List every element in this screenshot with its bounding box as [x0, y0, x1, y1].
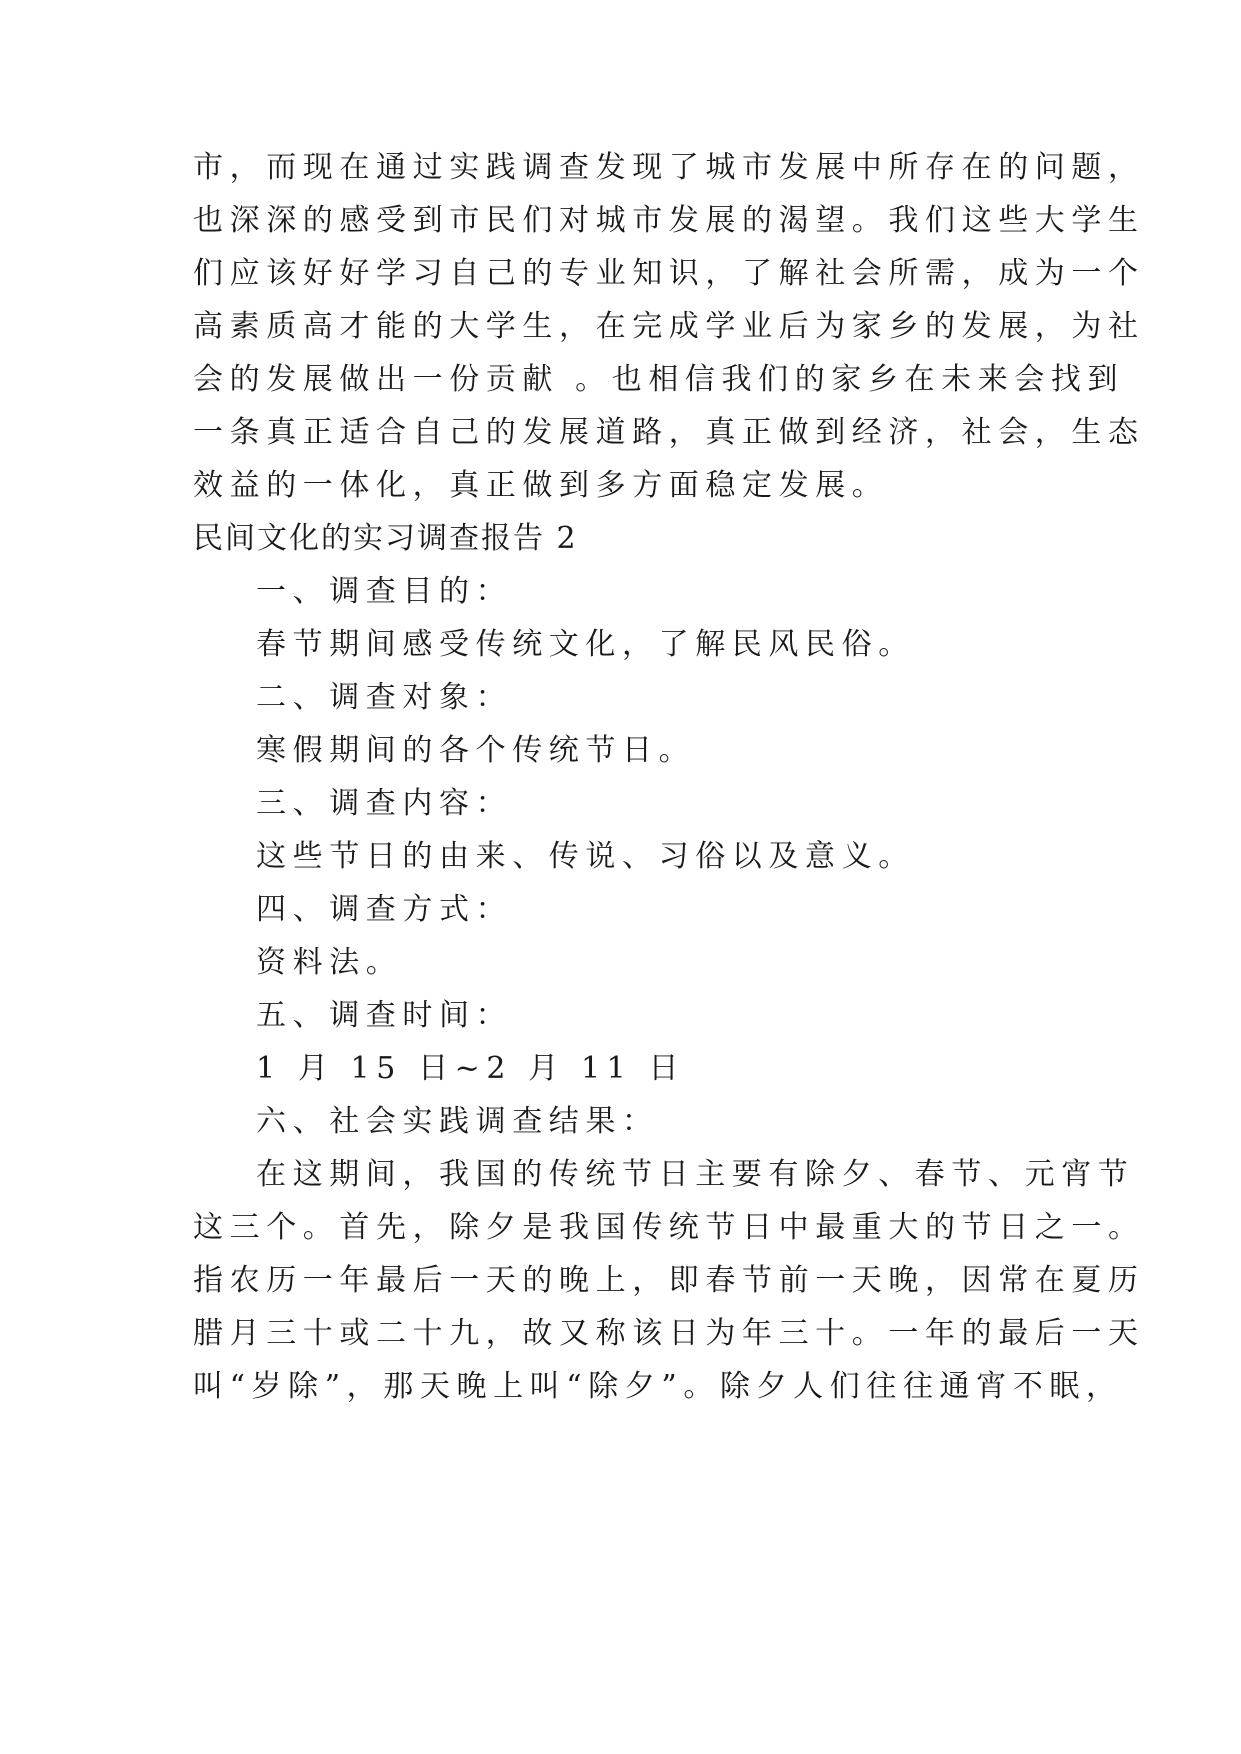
- section-heading: 二、调查对象：: [256, 680, 513, 715]
- section-body: 春节期间感受传统文化，了解民风民俗。: [256, 627, 915, 662]
- paragraph-line: 在这期间，我国的传统节日主要有除夕、春节、元宵节: [256, 1157, 1135, 1192]
- section-heading: 三、调查内容：: [256, 786, 513, 821]
- section-body: 资料法。: [256, 945, 403, 980]
- paragraph-line: 们应该好好学习自己的专业知识，了解社会所需，成为一个: [193, 256, 1145, 291]
- paragraph-line: 腊月三十或二十九，故又称该日为年三十。一年的最后一天: [193, 1316, 1145, 1351]
- paragraph-line: 一条真正适合自己的发展道路，真正做到经济，社会，生态: [193, 415, 1145, 450]
- section-heading: 四、调查方式：: [256, 892, 513, 927]
- section-body: 1 月 15 日~2 月 11 日: [256, 1051, 686, 1086]
- section-body: 寒假期间的各个传统节日。: [256, 733, 696, 768]
- section-body: 这些节日的由来、传说、习俗以及意义。: [256, 839, 915, 874]
- section-heading: 一、调查目的：: [256, 574, 513, 609]
- paragraph-line: 高素质高才能的大学生，在完成学业后为家乡的发展，为社: [193, 309, 1145, 344]
- report-title: 民间文化的实习调查报告 2: [193, 521, 578, 556]
- section-heading: 六、社会实践调查结果：: [256, 1104, 659, 1139]
- paragraph-line: 指农历一年最后一天的晚上，即春节前一天晚，因常在夏历: [193, 1263, 1145, 1298]
- paragraph-line: 这三个。首先，除夕是我国传统节日中最重大的节日之一。: [193, 1210, 1145, 1245]
- section-heading: 五、调查时间：: [256, 998, 513, 1033]
- paragraph-line: 会的发展做出一份贡献 。也相信我们的家乡在未来会找到: [193, 362, 1125, 397]
- paragraph-line: 叫“岁除”，那天晚上叫“除夕”。除夕人们往往通宵不眠，: [193, 1369, 1123, 1404]
- paragraph-line: 也深深的感受到市民们对城市发展的渴望。我们这些大学生: [193, 203, 1145, 238]
- paragraph-line: 效益的一体化，真正做到多方面稳定发展。: [193, 468, 889, 503]
- paragraph-line: 市，而现在通过实践调查发现了城市发展中所存在的问题，: [193, 150, 1145, 185]
